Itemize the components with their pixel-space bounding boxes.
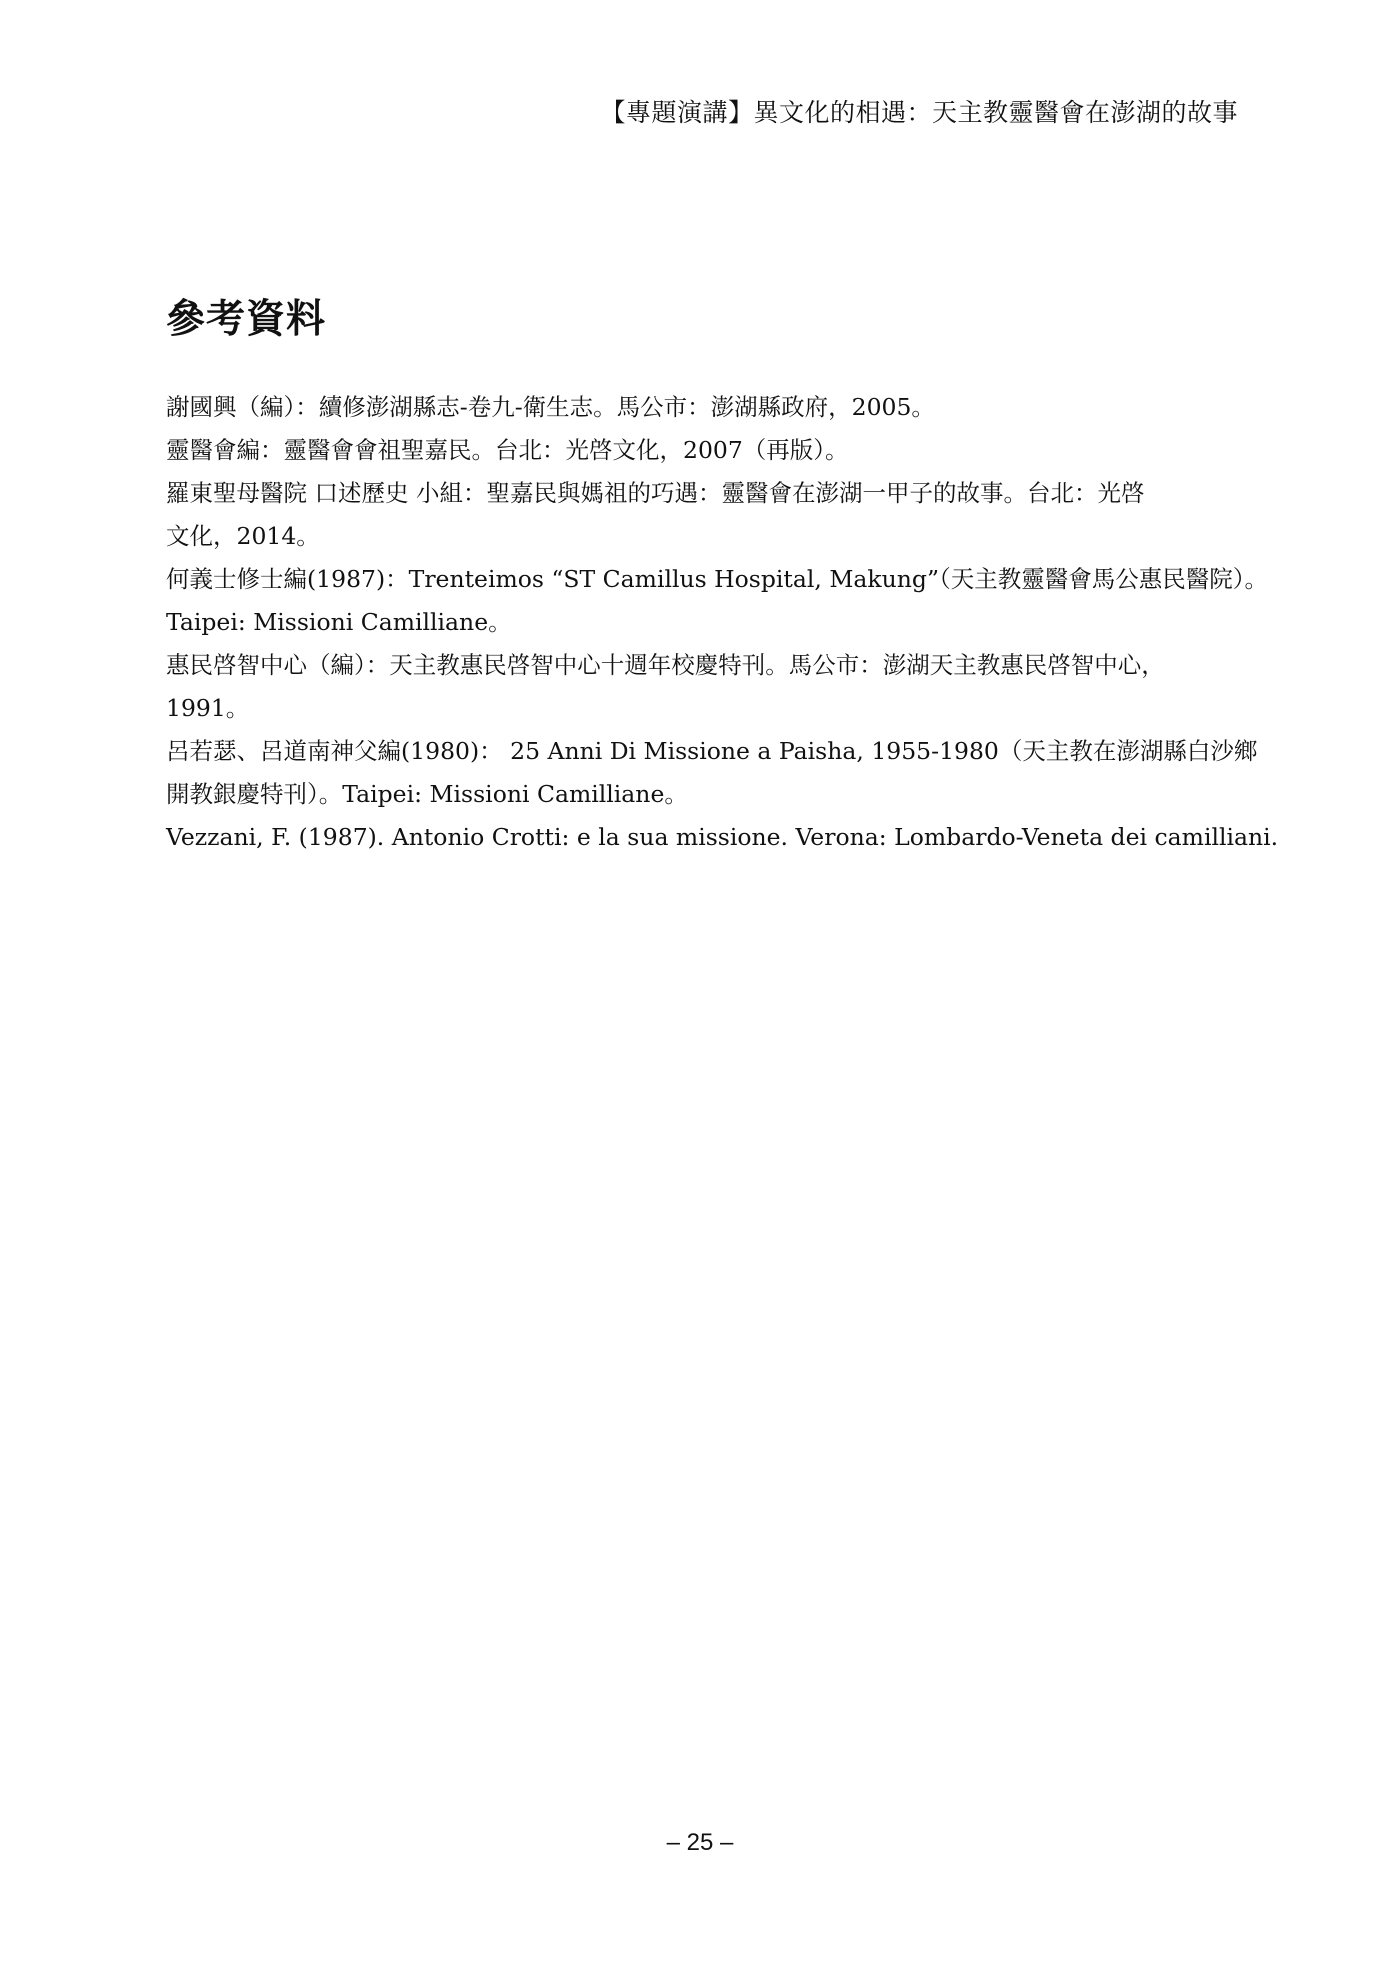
reference-line: 靈醫會編：靈醫會會祖聖嘉民。台北：光啓文化，2007（再版）。 — [166, 436, 849, 464]
reference-line: 文化，2014。 — [166, 522, 320, 550]
reference-item — [166, 472, 1246, 558]
reference-item — [166, 386, 1246, 429]
reference-item — [166, 644, 1246, 730]
reference-item — [166, 429, 1246, 472]
reference-item — [166, 730, 1258, 816]
reference-line: 1991。 — [166, 694, 250, 722]
running-header: 【專題演講】異文化的相遇：天主教靈醫會在澎湖的故事 — [600, 98, 1238, 127]
reference-item — [166, 816, 1279, 859]
reference-line: 呂若瑟、呂道南神父編(1980)： 25 Anni Di Missione a Paisha, 1955-1980（天主教在澎湖縣白沙鄉 — [166, 737, 1258, 765]
reference-list — [166, 386, 1279, 859]
reference-line: Taipei: Missioni Camilliane。 — [166, 608, 512, 636]
reference-line: 羅東聖母醫院 口述歷史 小組：聖嘉民與媽祖的巧遇：靈醫會在澎湖一甲子的故事。台北：光啓 — [166, 479, 1145, 507]
reference-line: 何義士修士編(1987)：Trenteimos “ST Camillus Hospital, Makung”（天主教靈醫會馬公惠民醫院）。 — [166, 565, 1268, 593]
reference-line: Vezzani, F. (1987). Antonio Crotti: e la sua missione. Verona: Lombardo-Veneta dei camilliani. — [166, 823, 1279, 851]
reference-item — [166, 558, 1268, 644]
reference-line: 謝國興（編）：續修澎湖縣志-卷九-衛生志。馬公市：澎湖縣政府，2005。 — [166, 393, 935, 421]
reference-line: 開教銀慶特刊）。Taipei: Missioni Camilliane。 — [166, 780, 688, 808]
section-title: 參考資料 — [166, 296, 327, 342]
page-number: – 25 – — [666, 1829, 734, 1856]
reference-line: 惠民啓智中心（編）：天主教惠民啓智中心十週年校慶特刊。馬公市：澎湖天主教惠民啓智中心， — [166, 651, 1165, 679]
